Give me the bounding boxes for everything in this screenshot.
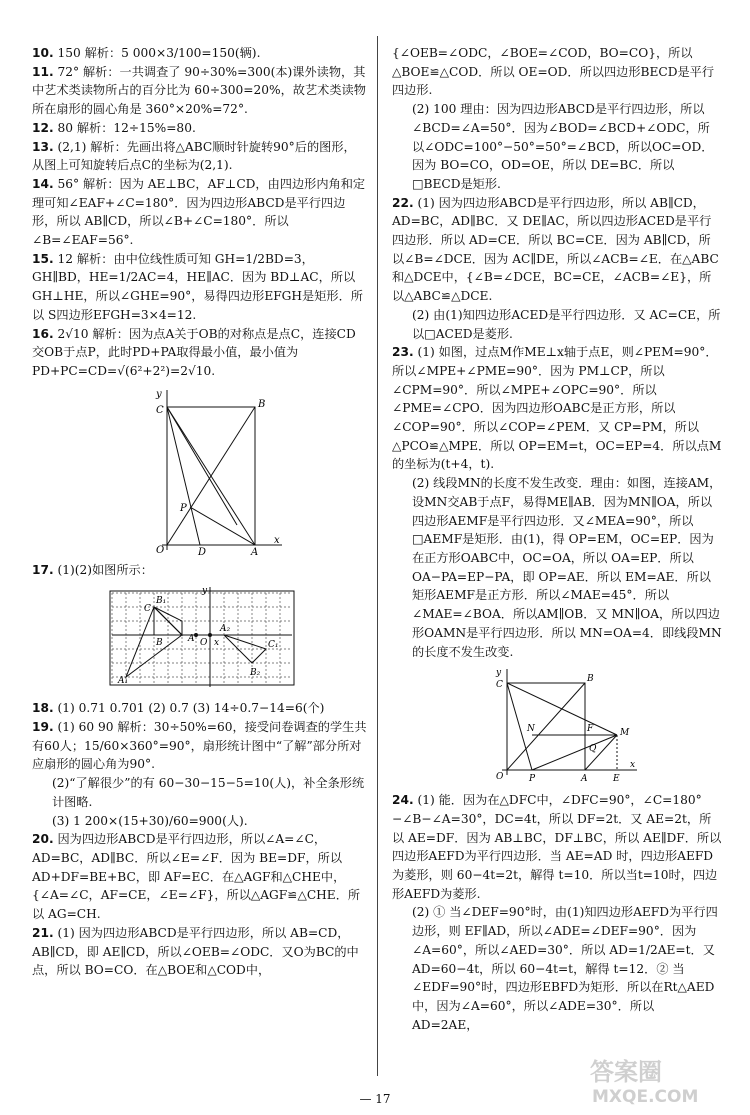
column-divider bbox=[377, 36, 378, 1076]
fig17-label: B₂ bbox=[250, 668, 261, 679]
answer-11: 11. 72° 解析：一共调查了 90÷30%=300(本)课外读物，其中艺术类读物所占的百分比为 60÷300=20%，故艺术类读物所在扇形的圆心角是 360°×20%=72°. bbox=[32, 64, 366, 117]
fig23-label: A bbox=[581, 774, 588, 785]
answer-19-part3: (3) 1 200×(15+30)/60=900(人). bbox=[52, 813, 248, 828]
answer-22: 22. (1) 因为四边形ABCD是平行四边形，所以 AB∥CD，AD=BC，AD∥BC．又 DE∥AC，所以四边形ACED是平行四边形．所以 AD=CE．所以 BC=CE．因为 AB∥CD，所以∠B=∠DCE．因为 AC∥DE，所以∠ACB=∠E．在△ABC和△DCE中，{∠B=∠DCE，BC=CE，∠ACB=∠E}，所以△ABC≌△DCE. bbox=[392, 195, 719, 304]
answer-22-part2: (2) 由(1)知四边形ACED是平行四边形．又 AC=CE，所以□ACED是菱形. bbox=[412, 307, 721, 341]
answer-15: 15. 12 解析：由中位线性质可知 GH=1/2BD=3，GH∥BD，HE=1/2AC=4，HE∥AC．因为 BD⊥AC，所以 GH⊥HE，所以∠GHE=90°，易得四边形EFGH是矩形．所以 S四边形EFGH=3×4=12. bbox=[32, 251, 363, 322]
figure-17-grid bbox=[102, 583, 302, 693]
answer-21-part2: (2) 100 理由：因为四边形ABCD是平行四边形，所以∠BCD=∠A=50°．因为∠BOD=∠BCD+∠ODC，所以∠ODC=100°−50°=50°=∠BCD，所以OC=OD．因为 BO=CO，OD=OE，所以 DE=BC．所以□BECD是矩形. bbox=[412, 102, 714, 191]
answer-16: 16. 2√10 解析：因为点A关于OB的对称点是点C，连接CD交OB于点P，此时PD+PA取得最小值，最小值为 PD+PC=CD=√(6²+2²)=2√10. bbox=[32, 326, 356, 378]
fig16-label: B bbox=[258, 398, 266, 410]
fig23-label: N bbox=[527, 724, 535, 735]
watermark-text: 答案圈 bbox=[590, 1058, 662, 1086]
fig16-label: A bbox=[251, 546, 259, 555]
figure-16-square bbox=[142, 385, 292, 555]
fig17-label: y bbox=[202, 586, 208, 597]
fig17-label: B₁ bbox=[156, 596, 167, 607]
fig17-label: A₂ bbox=[220, 624, 231, 635]
left-column bbox=[32, 44, 367, 980]
answer-21-cont: {∠OEB=∠ODC，∠BOE=∠COD，BO=CO}，所以△BOE≌△COD．所以 OE=OD．所以四边形BECD是平行四边形. bbox=[392, 46, 715, 98]
fig17-label: O bbox=[200, 638, 208, 649]
right-column bbox=[392, 44, 722, 1034]
fig17-label: A bbox=[188, 634, 195, 645]
answer-14: 14. 56° 解析：因为 AE⊥BC，AF⊥CD，由四边形内角和定理可知∠EAF+∠C=180°．因为四边形ABCD是平行四边形，所以 AB∥CD，所以∠B+∠C=180°．所以∠B=∠EAF=56°. bbox=[32, 176, 366, 248]
fig16-label: P bbox=[180, 502, 187, 514]
fig16-label: O bbox=[156, 544, 165, 555]
answer-17: 17. (1)(2)如图所示： bbox=[32, 562, 153, 577]
answer-19-part2: (2)“了解很少”的有 60−30−15−5=10(人)，补全条形统计图略. bbox=[52, 776, 365, 809]
fig23-label: C bbox=[496, 680, 503, 691]
fig23-label: B bbox=[587, 674, 594, 685]
answer-21: 21. (1) 因为四边形ABCD是平行四边形，所以 AB=CD，AB∥CD，即 AE∥CD，所以∠OEB=∠ODC．又O为BC的中点，所以 BO=CO．在△BOE和△COD中， bbox=[32, 925, 359, 978]
answer-23-part2: (2) 线段MN的长度不发生改变．理由：如图，连接AM，设MN交AB于点F，易得ME∥AB．因为MN∥OA，所以四边形AEMF是平行四边形．又∠MEA=90°，所以□AEMF是矩形．由(1)，得 OP=EM，OC=EP．因为在正方形OABC中，OC=OA，所以 OA=EP．所以 OA−PA=EP−PA，即 OP=AE．所以 EM=AE．所以矩形AEMF是正方形．所以∠MAE=45°．所以∠MAE=∠BOA．所以AM∥OB．又 MN∥OA，所以四边形OAMN是平行四边形．所以 MN=OA=4．即线段MN的长度不发生改变. bbox=[412, 476, 722, 659]
figure-23-square bbox=[492, 665, 642, 785]
answer-20: 20. 因为四边形ABCD是平行四边形，所以∠A=∠C，AD=BC，AD∥BC．所以∠E=∠F．因为 BE=DF，所以 AD+DF=BE+BC，即 AF=EC．在△AGF和△CHE中，{∠A=∠C，AF=CE，∠E=∠F}，所以△AGF≌△CHE．所以 AG=CH. bbox=[32, 832, 361, 922]
fig23-label: E bbox=[613, 774, 620, 785]
watermark-logo bbox=[580, 1052, 740, 1107]
fig23-label: P bbox=[529, 774, 536, 785]
fig17-label: A₁ bbox=[118, 676, 129, 687]
answer-24-part2: (2) ① 当∠DEF=90°时，由(1)知四边形AEFD为平行四边形，则 EF∥AD，所以∠ADE=∠DEF=90°．因为∠A=60°，所以∠AED=30°．所以 AD=1/2AE=t．又 AD=60−4t，所以 60−4t=t，解得 t=12．② 当∠EDF=90°时，四边形EBFD为矩形．所以在Rt△AED中，因为∠A=60°，所以∠ADE=30°．所以 AD=2AE， bbox=[412, 905, 718, 1032]
fig17-label: x bbox=[214, 638, 220, 649]
fig16-label: x bbox=[274, 534, 280, 546]
fig16-label: y bbox=[156, 388, 162, 400]
fig23-label: F bbox=[587, 724, 594, 735]
fig23-label: M bbox=[620, 728, 630, 739]
fig23-label: O bbox=[496, 772, 504, 783]
fig17-label: C₁ bbox=[268, 640, 279, 651]
page-number: — 17 bbox=[359, 1092, 391, 1106]
answer-12: 12. 80 解析：12÷15%=80. bbox=[32, 120, 196, 135]
fig16-label: D bbox=[198, 546, 207, 555]
watermark-url: MXQE.COM bbox=[592, 1087, 699, 1107]
fig16-label: C bbox=[156, 404, 164, 416]
answer-10: 10. 150 解析：5 000×3/100=150(辆). bbox=[32, 46, 261, 60]
fig17-label: C bbox=[144, 604, 151, 615]
answer-18: 18. (1) 0.71 0.701 (2) 0.7 (3) 14÷0.7−14=6(个) bbox=[32, 701, 325, 716]
fig23-label: x bbox=[630, 760, 636, 771]
fig23-label: y bbox=[496, 668, 502, 679]
fig17-label: B bbox=[156, 638, 163, 649]
answer-24: 24. (1) 能．因为在△DFC中，∠DFC=90°，∠C=180°−∠B−∠A=30°，DC=4t，所以 DF=2t．又 AE=2t，所以 AE=DF．因为 AB⊥BC，DF⊥BC，所以 AE∥DF．所以四边形AEFD为平行四边形．当 AE=AD 时，四边形AEFD为菱形，则 60−4t=2t，解得 t=10．所以当t=10时，四边形AEFD为菱形. bbox=[392, 793, 722, 901]
fig23-label: Q bbox=[589, 744, 597, 755]
answer-23: 23. (1) 如图，过点M作ME⊥x轴于点E，则∠PEM=90°．所以∠MPE+∠PME=90°．因为 PM⊥CP，所以∠CPM=90°．所以∠MPE+∠OPC=90°．所以∠PME=∠CPO．因为四边形OABC是正方形，所以∠COP=90°．所以∠COP=∠PEM．又 CP=PM，所以△PCO≌△MPE．所以 OP=EM=t，OC=EP=4．所以点M的坐标为(t+4，t). bbox=[392, 345, 722, 472]
answer-19: 19. (1) 60 90 解析：30÷50%=60，接受问卷调查的学生共有60人；15/60×360°=90°，扇形统计图中“了解”部分所对应扇形的圆心角为90°. bbox=[32, 720, 367, 772]
answer-13: 13. (2,1) 解析：先画出将△ABC顺时针旋转90°后的图形，从图上可知旋转后点C的坐标为(2,1). bbox=[32, 139, 356, 173]
